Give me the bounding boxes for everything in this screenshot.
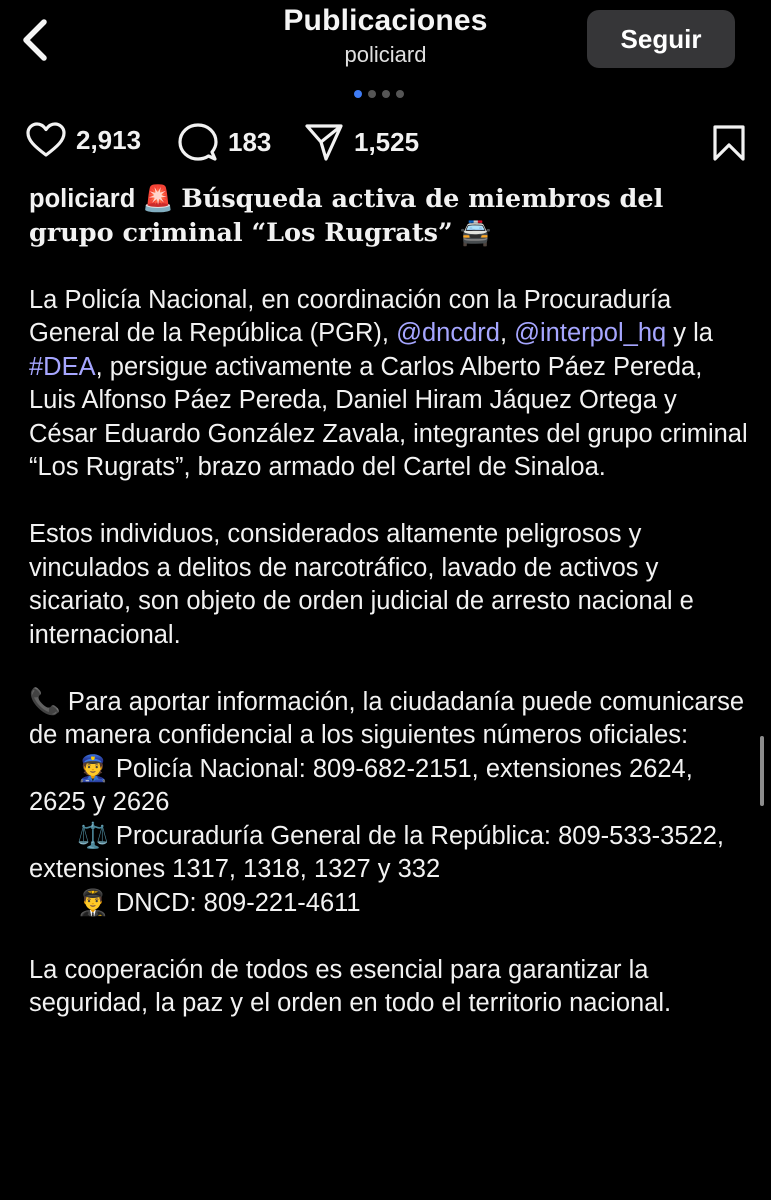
police-car-icon: 🚔 — [459, 217, 492, 248]
hashtag-link[interactable]: #DEA — [29, 352, 96, 381]
like-count: 2,913 — [76, 124, 142, 155]
contact-text: DNCD: 809-221-4611 — [108, 888, 361, 917]
share-button[interactable] — [304, 122, 419, 162]
text-run: Para aportar información, la ciudadanía puede comunicarse de manera confidencial a los siguientes números oficiales: — [29, 687, 744, 749]
contact-line — [29, 820, 749, 887]
carousel-indicator — [354, 90, 404, 98]
contact-text: Policía Nacional: 809-682-2151, extensiones 2624, 2625 y 2626 — [29, 754, 693, 816]
heart-icon — [26, 122, 66, 158]
scrollbar[interactable] — [760, 736, 764, 806]
carousel-dot — [354, 90, 362, 98]
carousel-dot — [396, 90, 404, 98]
caption-paragraph-4: La cooperación de todos es esencial para garantizar la seguridad, la paz y el orden en todo el territorio nacional. — [29, 955, 672, 1017]
page-title: Publicaciones — [283, 4, 488, 37]
contact-line — [29, 753, 749, 820]
action-bar — [26, 118, 746, 168]
text-run: , persigue activamente a Carlos Alberto Páez Pereda, Luis Alfonso Páez Pereda, Daniel Hiram Jáquez Ortega y César Eduardo González Zavala, integrantes del grupo criminal “Los Rugrats”, brazo armado del Cartel de Sinaloa. — [29, 352, 748, 481]
bookmark-icon — [712, 124, 746, 162]
carousel-dot — [382, 90, 390, 98]
caption-paragraph-1 — [29, 284, 749, 485]
share-count: 1,525 — [354, 126, 420, 157]
comment-button[interactable] — [178, 122, 271, 162]
police-officer-icon: 👮 — [77, 753, 109, 784]
save-button[interactable] — [712, 124, 746, 167]
follow-button[interactable]: Seguir — [587, 10, 735, 68]
caption-username[interactable]: policiard — [29, 185, 136, 213]
top-bar — [0, 0, 771, 80]
caption-paragraph-2: Estos individuos, considerados altamente peligrosos y vinculados a delitos de narcotráfico, lavado de activos y sicariato, son objeto de orden judicial de arresto nacional e internacional. — [29, 520, 694, 649]
text-run: La Policía Nacional, en coordinación con la Procuraduría General de la República (PGR), — [29, 285, 672, 347]
carousel-dot — [368, 90, 376, 98]
account-name[interactable]: policiard — [344, 42, 427, 67]
contact-line — [29, 887, 749, 921]
phone-icon: 📞 — [29, 686, 61, 717]
caption-paragraph-3 — [29, 686, 749, 753]
contact-text: Procuraduría General de la República: 809-533-3522, extensiones 1317, 1318, 1327 y 332 — [29, 821, 724, 883]
mention-link[interactable]: @interpol_hq — [514, 319, 667, 347]
headline-text: Búsqueda activa de miembros del grupo criminal “Los Rugrats” — [29, 184, 664, 248]
post-caption — [29, 183, 749, 1021]
send-icon — [304, 122, 344, 162]
siren-icon: 🚨 — [142, 184, 175, 214]
pilot-icon: 👨‍✈️ — [77, 887, 109, 918]
mention-link[interactable]: @dncdrd — [396, 319, 500, 347]
like-button[interactable] — [26, 122, 141, 158]
comment-icon — [178, 122, 218, 162]
caption-headline — [29, 183, 749, 250]
comment-count: 183 — [228, 126, 272, 157]
text-run: , — [499, 319, 515, 347]
text-run: y la — [666, 319, 713, 347]
scales-icon: ⚖️ — [77, 820, 109, 851]
